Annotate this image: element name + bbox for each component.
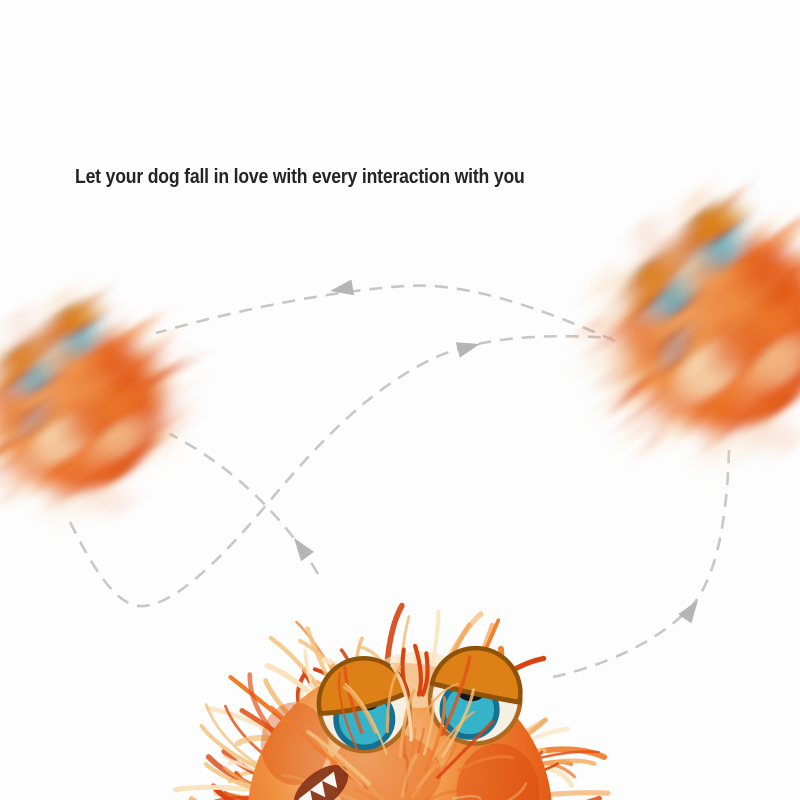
subheadline: Let your dog fall in love with every interaction with you [75, 166, 525, 188]
